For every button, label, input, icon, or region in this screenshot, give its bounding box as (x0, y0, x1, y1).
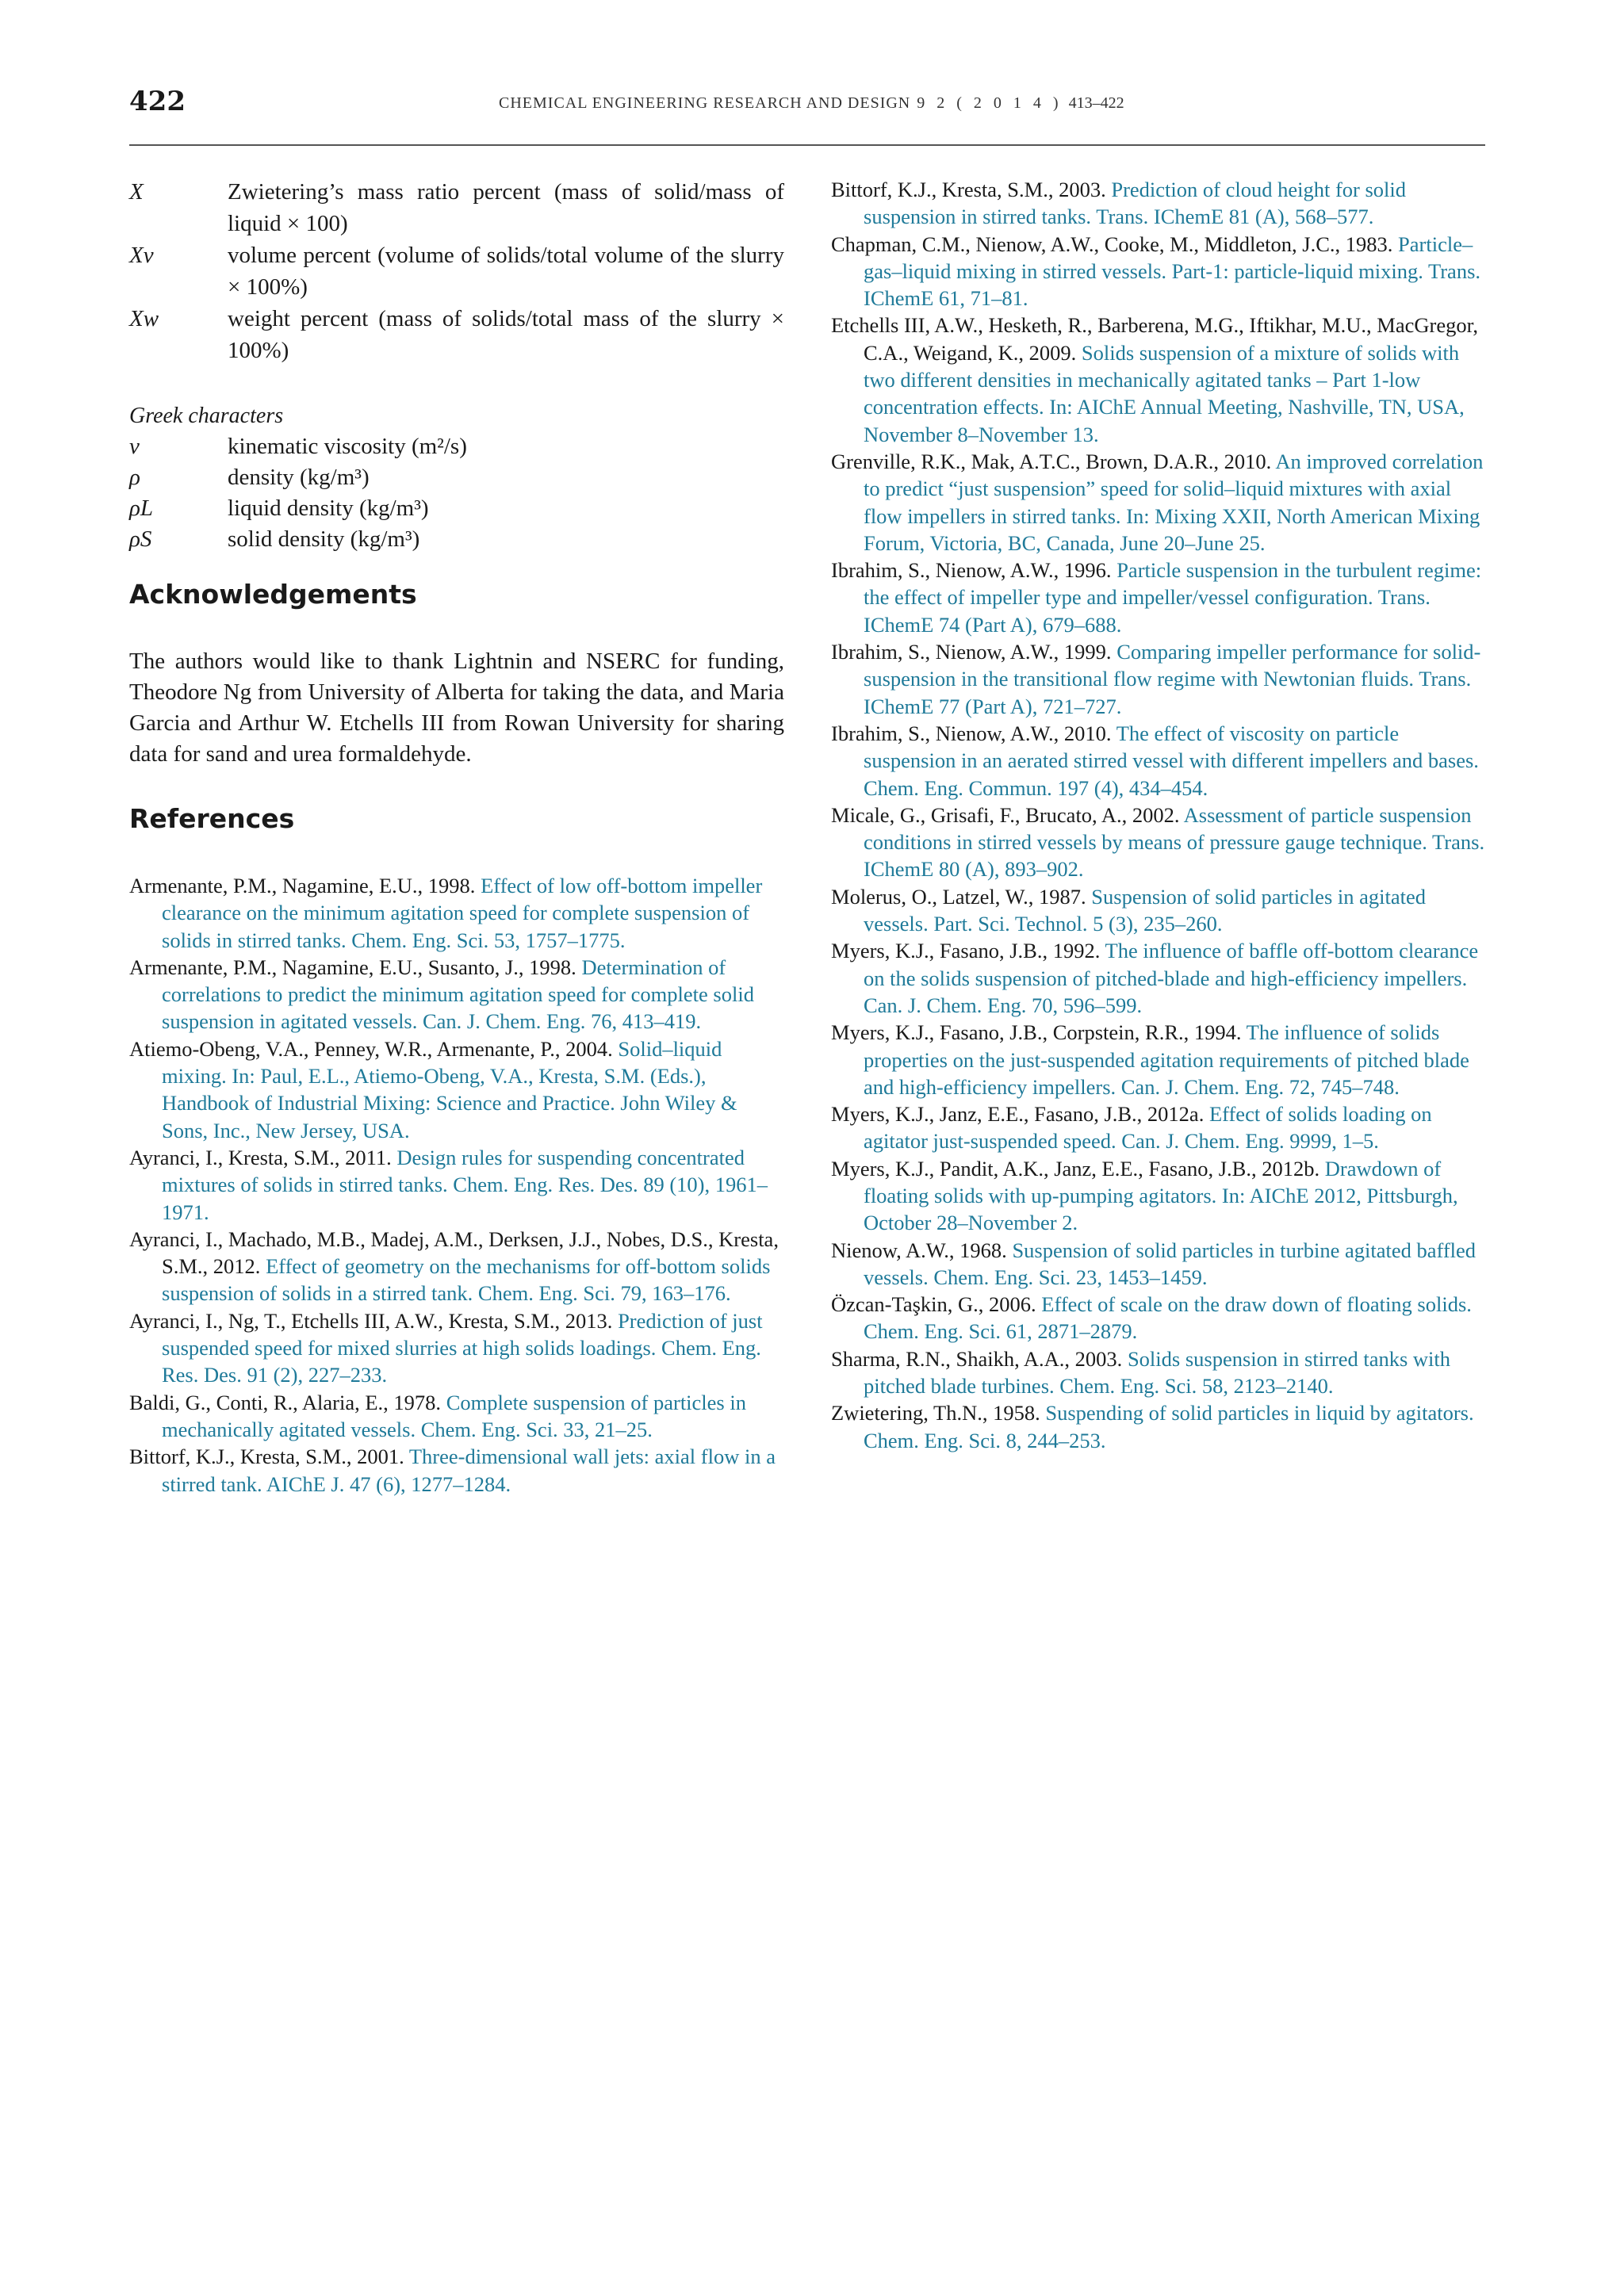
reference-title-link[interactable]: Three-dimensional wall jets: axial flow in a stirred tank. AIChE J. 47 (6), 1277–1284. (162, 1445, 776, 1496)
reference-authors: Armenante, P.M., Nagamine, E.U., Susanto, J., 1998. (129, 955, 576, 979)
reference-entry (129, 954, 784, 1035)
reference-entry (831, 638, 1486, 720)
reference-title-link[interactable]: Suspension of solid particles in turbine agitated baffled vessels. Chem. Eng. Sci. 23, 1453–1459. (864, 1238, 1477, 1289)
reference-authors: Grenville, R.K., Mak, A.T.C., Brown, D.A.R., 2010. (831, 449, 1272, 473)
reference-entry (129, 1307, 784, 1389)
reference-title-link[interactable]: Assessment of particle suspension conditions in stirred vessels by means of pressure gauge technique. Trans. IChemE 80 (A), 893–902. (864, 802, 1485, 882)
reference-authors: Nienow, A.W., 1968. (831, 1238, 1007, 1262)
nomenclature-definition: Zwietering’s mass ratio percent (mass of solid/mass of liquid × 100) (228, 179, 784, 236)
reference-entry (831, 1100, 1486, 1155)
reference-title-link[interactable]: The influence of solids properties on the just-suspended agitation requirements of pitched blade and high-efficiency impellers. Can. J. Chem. Eng. 72, 745–748. (864, 1020, 1469, 1099)
reference-authors: Etchells III, A.W., Hesketh, R., Barberena, M.G., Iftikhar, M.U., MacGregor, C.A., Weigand, K., 2009. (831, 313, 1478, 365)
acknowledgements-text: The authors would like to thank Lightnin and NSERC for funding, Theodore Ng from University of Alberta for taking the data, and Maria Garcia and Arthur W. Etchells III from Rowan University for sharing data for sand and urea formaldehyde. (129, 649, 784, 767)
reference-authors: Atiemo-Obeng, V.A., Penney, W.R., Armenante, P., 2004. (129, 1036, 613, 1061)
reference-title-link[interactable]: Determination of correlations to predict the minimum agitation speed for complete solid suspension in agitated vessels. Can. J. Chem. Eng. 76, 413–419. (162, 955, 754, 1034)
reference-title-link[interactable]: Particle–gas–liquid mixing in stirred vessels. Part-1: particle-liquid mixing. Trans. IChemE 61, 71–81. (864, 232, 1481, 311)
reference-entry (831, 1291, 1486, 1345)
journal-pages: 413–422 (1068, 94, 1124, 112)
reference-title-link[interactable]: Effect of geometry on the mechanisms for off-bottom solids suspension of solids in a stirred tank. Chem. Eng. Sci. 79, 163–176. (162, 1254, 771, 1306)
reference-title-link[interactable]: Prediction of cloud height for solid suspension in stirred tanks. Trans. IChemE 81 (A), 568–577. (864, 178, 1407, 229)
greek-definition: solid density (kg/m³) (228, 526, 420, 552)
reference-entry (831, 937, 1486, 1019)
page-number: 422 (129, 86, 186, 117)
reference-authors: Sharma, R.N., Shaikh, A.A., 2003. (831, 1346, 1123, 1371)
reference-title-link[interactable]: Suspension of solid particles in agitated vessels. Part. Sci. Technol. 5 (3), 235–260. (864, 884, 1426, 936)
reference-entry (831, 802, 1486, 883)
reference-title-link[interactable]: Drawdown of floating solids with up-pumping agitators. In: AIChE 2012, Pittsburgh, October 28–November 2. (864, 1156, 1458, 1235)
nomenclature-definition: weight percent (mass of solids/total mass of the slurry × 100%) (228, 306, 784, 363)
greek-symbol: ρL (129, 496, 154, 521)
reference-authors: Molerus, O., Latzel, W., 1987. (831, 884, 1086, 909)
nomenclature-item (129, 176, 784, 239)
reference-entry (831, 1237, 1486, 1292)
reference-title-link[interactable]: Suspending of solid particles in liquid by agitators. Chem. Eng. Sci. 8, 244–253. (864, 1401, 1474, 1452)
acknowledgements-heading: Acknowledgements (129, 579, 417, 610)
reference-title-link[interactable]: Complete suspension of particles in mechanically agitated vessels. Chem. Eng. Sci. 33, 21–25. (162, 1390, 746, 1441)
reference-entry (129, 1144, 784, 1226)
reference-authors: Myers, K.J., Janz, E.E., Fasano, J.B., 2012a. (831, 1102, 1205, 1127)
greek-item (129, 462, 784, 493)
nomenclature-definition: volume percent (volume of solids/total volume of the slurry × 100%) (228, 243, 784, 300)
reference-entry (831, 557, 1486, 638)
reference-authors: Baldi, G., Conti, R., Alaria, E., 1978. (129, 1390, 442, 1414)
reference-entry (831, 1155, 1486, 1237)
reference-authors: Ayranci, I., Ng, T., Etchells III, A.W., Kresta, S.M., 2013. (129, 1308, 613, 1333)
left-column (129, 176, 784, 1498)
reference-entry (129, 1226, 784, 1307)
reference-entry (831, 883, 1486, 938)
reference-authors: Chapman, C.M., Nienow, A.W., Cooke, M., Middleton, J.C., 1983. (831, 232, 1393, 256)
greek-symbol: ν (129, 434, 140, 459)
reference-authors: Ibrahim, S., Nienow, A.W., 2010. (831, 721, 1112, 745)
nomenclature-symbol: X (129, 179, 144, 205)
reference-authors: Özcan-Taşkin, G., 2006. (831, 1292, 1036, 1317)
reference-authors: Bittorf, K.J., Kresta, S.M., 2001. (129, 1445, 404, 1469)
journal-name: CHEMICAL ENGINEERING RESEARCH AND DESIGN (499, 94, 911, 112)
reference-authors: Ayranci, I., Machado, M.B., Madej, A.M., Derksen, J.J., Nobes, D.S., Kresta, S.M., 2012. (129, 1226, 779, 1279)
reference-authors: Micale, G., Grisafi, F., Brucato, A., 2002. (831, 802, 1180, 827)
nomenclature-list (129, 176, 784, 366)
reference-title-link[interactable]: Particle suspension in the turbulent regime: the effect of impeller type and impeller/vessel configuration. Trans. IChemE 74 (Part A), 679–688. (864, 558, 1482, 637)
reference-title-link[interactable]: Effect of low off-bottom impeller clearance on the minimum agitation speed for complete suspension of solids in stirred tanks. Chem. Eng. Sci. 53, 1757–1775. (162, 874, 763, 952)
reference-entry (831, 312, 1486, 447)
greek-definition: liquid density (kg/m³) (228, 496, 429, 521)
greek-definition: kinematic viscosity (m²/s) (228, 434, 467, 459)
reference-entry (831, 448, 1486, 557)
nomenclature-symbol: Xw (129, 306, 159, 331)
reference-title-link[interactable]: Solid–liquid mixing. In: Paul, E.L., Atiemo-Obeng, V.A., Kresta, S.M. (Eds.), Handbook of Industrial Mixing: Science and Practice. John Wiley & Sons, Inc., New Jersey, USA. (162, 1036, 737, 1142)
reference-authors: Ayranci, I., Kresta, S.M., 2011. (129, 1145, 392, 1169)
references-list-right (831, 176, 1486, 1454)
reference-title-link[interactable]: Design rules for suspending concentrated mixtures of solids in stirred tanks. Chem. Eng. Res. Des. 89 (10), 1961–1971. (162, 1145, 768, 1224)
reference-title-link[interactable]: Solids suspension of a mixture of solids with two different densities in mechanically agitated tanks – Part 1-low concentration effects. In: AIChE Annual Meeting, Nashville, TN, USA, November 8–November 13. (864, 340, 1465, 446)
nomenclature-symbol: Xv (129, 243, 154, 268)
reference-title-link[interactable]: An improved correlation to predict “just suspension” speed for solid–liquid mixtures with axial flow impellers in stirred tanks. In: Mixing XXII, North American Mixing Forum, Victoria, BC, Canada, June 20–June 25. (864, 449, 1484, 555)
journal-running-head (499, 94, 1124, 113)
references-list-left (129, 872, 784, 1498)
greek-definition: density (kg/m³) (228, 465, 370, 490)
reference-entry (831, 231, 1486, 312)
reference-entry (129, 1035, 784, 1144)
reference-authors: Myers, K.J., Fasano, J.B., 1992. (831, 939, 1101, 963)
nomenclature-item (129, 303, 784, 366)
reference-entry (831, 1019, 1486, 1100)
reference-entry (831, 1399, 1486, 1454)
reference-authors: Armenante, P.M., Nagamine, E.U., 1998. (129, 874, 476, 897)
journal-volume: 9 2 ( 2 0 1 4 ) (917, 94, 1063, 112)
reference-entry (831, 1345, 1486, 1400)
reference-title-link[interactable]: Effect of scale on the draw down of floating solids. Chem. Eng. Sci. 61, 2871–2879. (864, 1292, 1472, 1344)
reference-title-link[interactable]: Comparing impeller performance for solid-suspension in the transitional flow regime with Newtonian fluids. Trans. IChemE 77 (Part A), 721–727. (864, 640, 1481, 718)
reference-entry (129, 1389, 784, 1444)
reference-entry (129, 1443, 784, 1498)
greek-symbol: ρ (129, 465, 140, 490)
reference-title-link[interactable]: Effect of solids loading on agitator just-suspended speed. Can. J. Chem. Eng. 9999, 1–5. (864, 1102, 1432, 1154)
greek-item (129, 493, 784, 524)
greek-characters-heading: Greek characters (129, 404, 284, 428)
reference-title-link[interactable]: Prediction of just suspended speed for mixed slurries at high solids loadings. Chem. Eng. Res. Des. 91 (2), 227–233. (162, 1308, 763, 1387)
page-header (129, 79, 1485, 146)
greek-item (129, 524, 784, 555)
reference-entry (129, 872, 784, 954)
references-heading: References (129, 803, 295, 834)
reference-authors: Zwietering, Th.N., 1958. (831, 1401, 1040, 1425)
reference-authors: Myers, K.J., Fasano, J.B., Corpstein, R.R., 1994. (831, 1020, 1242, 1045)
greek-list (129, 431, 784, 555)
reference-title-link[interactable]: Solids suspension in stirred tanks with pitched blade turbines. Chem. Eng. Sci. 58, 2123–2140. (864, 1346, 1451, 1399)
reference-authors: Ibrahim, S., Nienow, A.W., 1999. (831, 640, 1112, 664)
reference-entry (831, 176, 1486, 231)
reference-title-link[interactable]: The influence of baffle off-bottom clearance on the solids suspension of pitched-blade and high-efficiency impellers. Can. J. Chem. Eng. 70, 596–599. (864, 939, 1479, 1017)
reference-entry (831, 720, 1486, 802)
right-column (831, 176, 1486, 1454)
reference-authors: Ibrahim, S., Nienow, A.W., 1996. (831, 558, 1112, 583)
greek-symbol: ρS (129, 526, 152, 552)
nomenclature-item (129, 239, 784, 303)
greek-item (129, 431, 784, 462)
reference-title-link[interactable]: The effect of viscosity on particle suspension in an aerated stirred vessel with different impellers and bases. Chem. Eng. Commun. 197 (4), 434–454. (864, 721, 1479, 800)
reference-authors: Bittorf, K.J., Kresta, S.M., 2003. (831, 178, 1106, 201)
reference-authors: Myers, K.J., Pandit, A.K., Janz, E.E., Fasano, J.B., 2012b. (831, 1156, 1320, 1181)
